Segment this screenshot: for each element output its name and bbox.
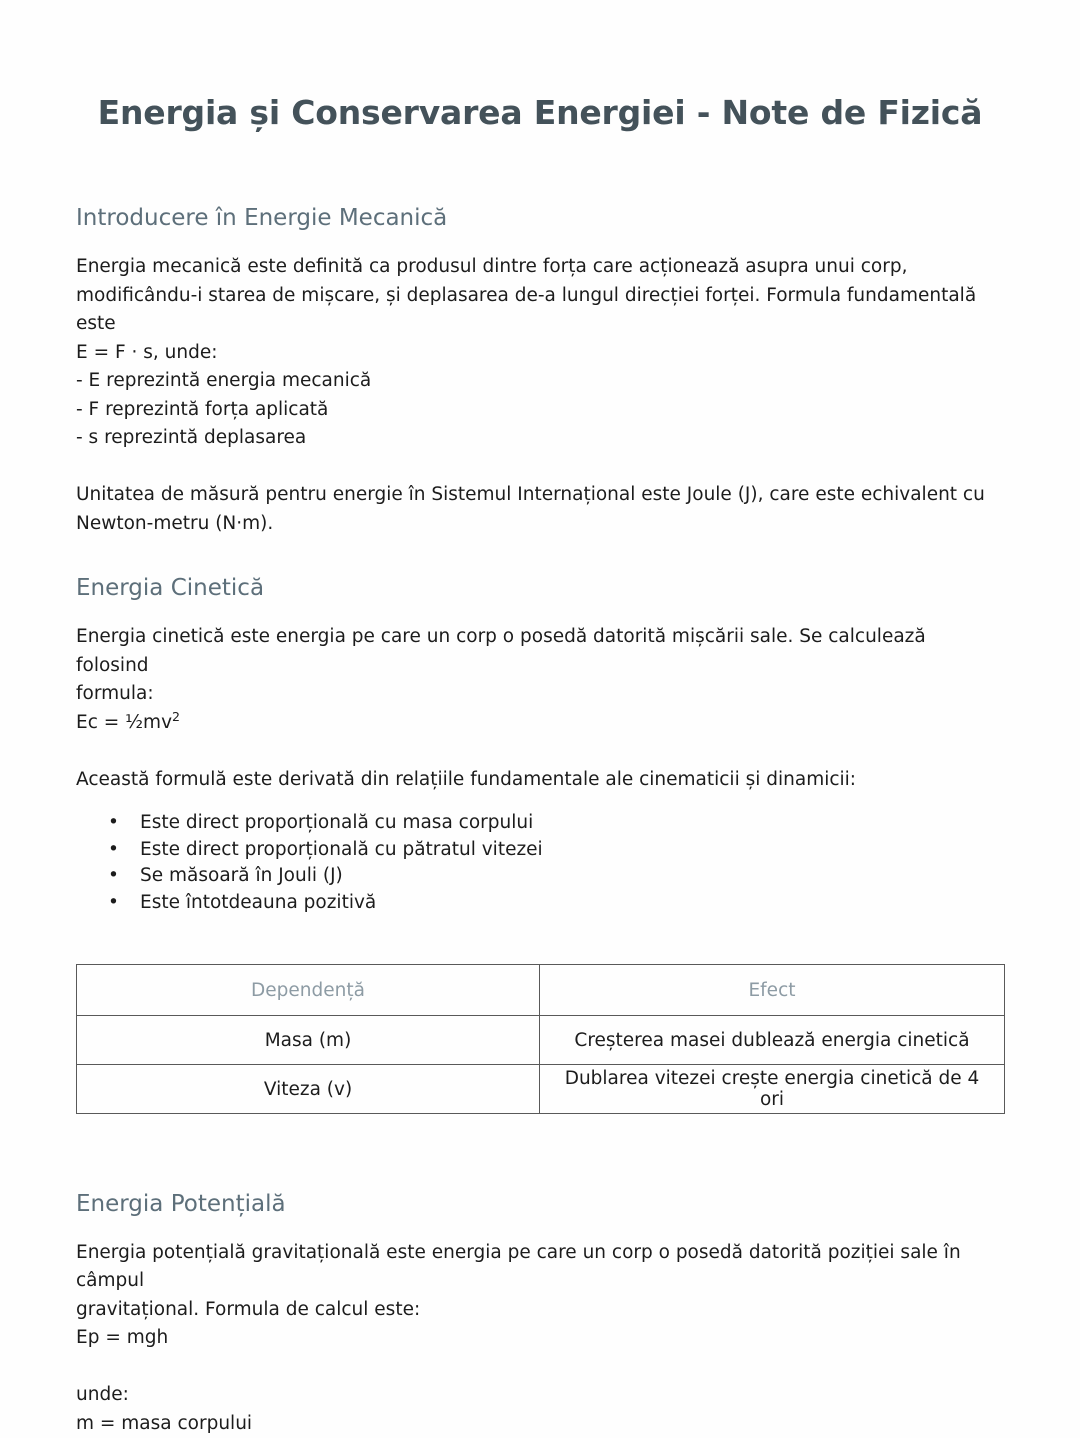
intro-definition-F: - F reprezintă forța aplicată [76,398,329,420]
page-title: Energia și Conservarea Energiei - Note de Fizică [97,93,983,132]
dependency-effect-table [76,964,1005,1114]
bullet-icon: • [108,891,119,913]
list-item-label: Este direct proporțională cu masa corpului [140,812,534,834]
table-cell-dependency: Viteza (v) [77,1065,540,1114]
kinetic-energy-formula [76,709,1004,738]
kinetic-paragraph-1 [76,623,1004,737]
intro-para1-line3: E = F · s, unde: [76,341,218,363]
section-heading-intro: Introducere în Energie Mecanică [76,205,448,232]
section-heading-potential: Energia Potențială [76,1191,286,1218]
bullet-icon: • [108,838,119,860]
list-item [76,890,1004,917]
list-item-label: Este întotdeauna pozitivă [140,891,377,913]
kinetic-para1-line2: formula: [76,683,154,705]
table-row [77,1065,1005,1114]
kinetic-properties-list [76,810,1004,916]
potential-where-block [76,1381,1004,1438]
table-column-header-effect: Efect [540,965,1005,1016]
spacer-before-bullets [76,794,1004,810]
spacer-potential-heading [76,1220,1004,1239]
spacer-intro-heading [76,234,1004,253]
kinetic-formula-exponent: 2 [172,708,181,724]
potential-where-mass: m = masa corpului [76,1412,253,1434]
spacer-potential-formula-to-where [76,1353,1004,1382]
bullet-icon: • [108,812,119,834]
table-row [77,1016,1005,1065]
intro-para2-line1: Unitatea de măsură pentru energie în Sistemul Internațional este Joule (J), care este echivalent cu [76,484,985,506]
spacer-title [76,133,1004,204]
table-cell-effect: Creșterea masei dublează energia cinetică [540,1016,1005,1065]
kinetic-formula-base: Ec = ½mv [76,711,173,733]
kinetic-para1-line1: Energia cinetică este energia pe care un corp o posedă datorită mișcării sale. Se calculează folosind [76,626,926,676]
table-column-header-dependency: Dependență [77,965,540,1016]
potential-para1-line1: Energia potențială gravitațională este energia pe care un corp o posedă datorită poziției sale în câmpul [76,1241,961,1292]
table-header-row [77,965,1005,1016]
list-item-label: Este direct proporțională cu pătratul vitezei [140,838,543,860]
potential-paragraph-1 [76,1239,1004,1353]
intro-paragraph-1 [76,253,1004,453]
bullet-icon: • [108,865,119,887]
spacer-before-kinetic [76,538,1004,574]
list-item [76,810,1004,837]
kinetic-paragraph-2: Această formulă este derivată din relațiile fundamentale ale cinematicii și dinamicii: [76,768,857,790]
intro-definition-s: - s reprezintă deplasarea [76,427,307,449]
table-cell-dependency: Masa (m) [77,1016,540,1065]
intro-definition-E: - E reprezintă energia mecanică [76,370,372,392]
intro-para1-line2: modificându-i starea de mișcare, și deplasarea de-a lungul direcției forței. Formula fundamentală este [76,284,977,335]
list-item [76,863,1004,890]
section-heading-kinetic: Energia Cinetică [76,575,265,602]
spacer-after-table [76,1114,1004,1190]
potential-para1-line2: gravitațional. Formula de calcul este: [76,1298,421,1320]
intro-paragraph-2 [76,481,1004,538]
intro-para2-line2: Newton-metru (N·m). [76,512,274,534]
potential-where-label: unde: [76,1384,129,1406]
spacer-kinetic-formula-to-para2 [76,737,1004,766]
list-item [76,837,1004,864]
intro-para1-line1: Energia mecanică este definită ca produsul dintre forța care acționează asupra unui corp, [76,256,908,278]
potential-energy-formula: Ep = mgh [76,1327,169,1349]
spacer-before-table [76,916,1004,964]
table-cell-effect: Dublarea vitezei crește energia cinetică de 4 ori [540,1065,1005,1114]
list-item-label: Se măsoară în Jouli (J) [140,865,343,887]
spacer-kinetic-heading [76,604,1004,623]
spacer-intro-paragraphs [76,453,1004,482]
